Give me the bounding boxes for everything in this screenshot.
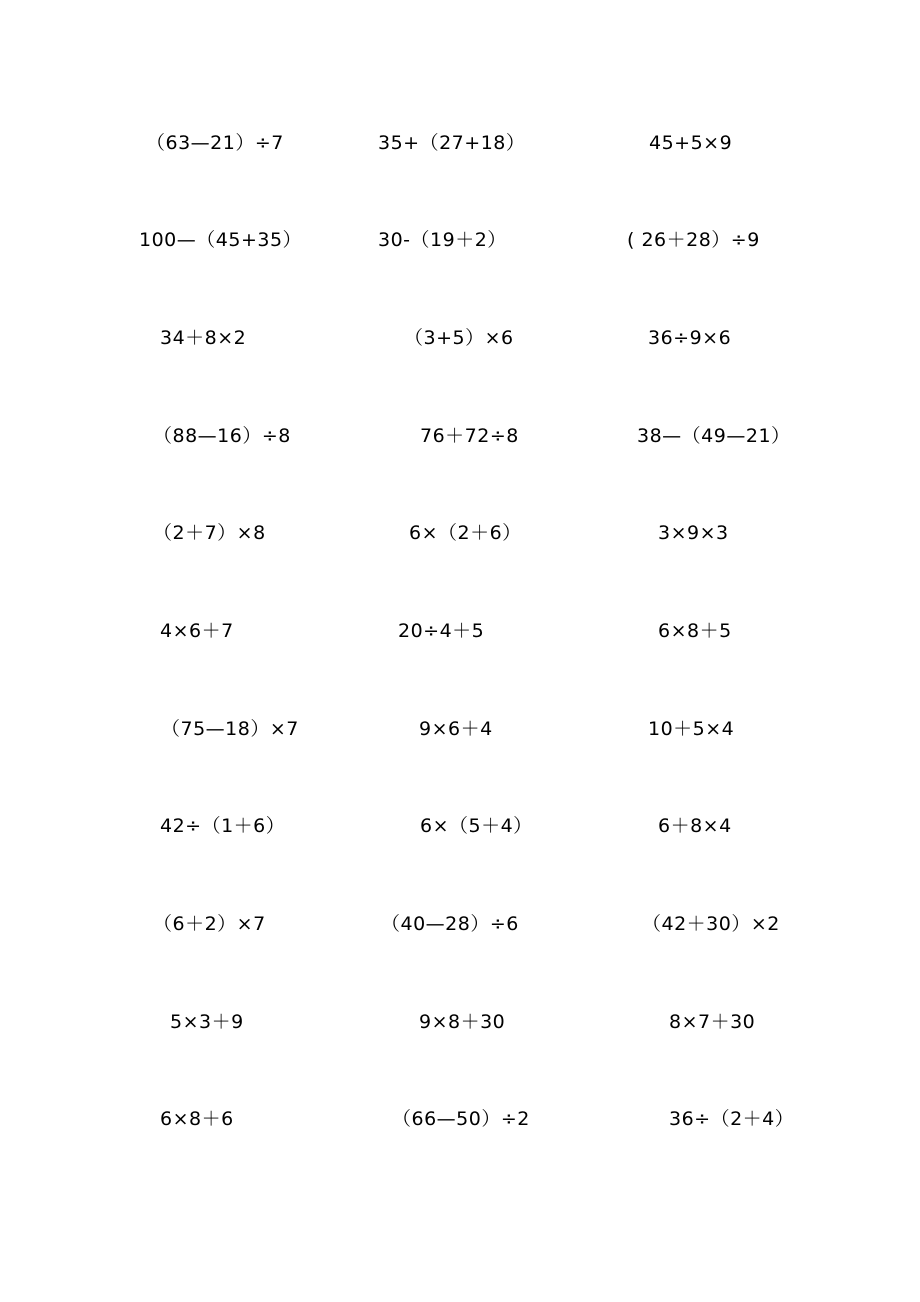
expression-r1-c3: 45+5×9	[649, 132, 733, 154]
expression-r8-c3: 6＋8×4	[658, 815, 732, 837]
expression-r5-c2: 6×（2＋6）	[409, 522, 522, 544]
expression-r3-c1: 34＋8×2	[160, 327, 247, 349]
expression-r6-c1: 4×6＋7	[160, 620, 234, 642]
expression-r9-c1: （6＋2）×7	[153, 913, 266, 935]
expression-r6-c3: 6×8＋5	[658, 620, 732, 642]
expression-r1-c2: 35+（27+18）	[378, 132, 526, 154]
expression-r8-c1: 42÷（1＋6）	[160, 815, 286, 837]
expression-r7-c3: 10＋5×4	[648, 718, 735, 740]
expression-r11-c1: 6×8＋6	[160, 1108, 234, 1130]
expression-r10-c1: 5×3＋9	[170, 1011, 244, 1033]
expression-r3-c2: （3+5）×6	[404, 327, 514, 349]
expression-r2-c2: 30-（19＋2）	[378, 229, 507, 251]
expression-r9-c3: （42＋30）×2	[642, 913, 780, 935]
expression-r6-c2: 20÷4＋5	[398, 620, 485, 642]
expression-r7-c2: 9×6＋4	[419, 718, 493, 740]
expression-r4-c3: 38—（49—21）	[637, 425, 791, 447]
expression-r8-c2: 6×（5＋4）	[420, 815, 533, 837]
expression-r10-c2: 9×8＋30	[419, 1011, 506, 1033]
expression-r2-c1: 100—（45+35）	[139, 229, 303, 251]
expression-r5-c1: （2＋7）×8	[153, 522, 266, 544]
expression-r10-c3: 8×7＋30	[669, 1011, 756, 1033]
expression-r1-c1: （63—21）÷7	[146, 132, 284, 154]
expression-r11-c2: （66—50）÷2	[392, 1108, 530, 1130]
expression-r11-c3: 36÷（2＋4）	[669, 1108, 795, 1130]
expression-r2-c3: ( 26＋28）÷9	[627, 229, 760, 251]
expression-r3-c3: 36÷9×6	[648, 327, 732, 349]
expression-r4-c2: 76＋72÷8	[420, 425, 519, 447]
expression-r9-c2: （40—28）÷6	[381, 913, 519, 935]
expression-r5-c3: 3×9×3	[658, 522, 729, 544]
expression-r4-c1: （88—16）÷8	[153, 425, 291, 447]
expression-r7-c1: （75—18）×7	[161, 718, 299, 740]
